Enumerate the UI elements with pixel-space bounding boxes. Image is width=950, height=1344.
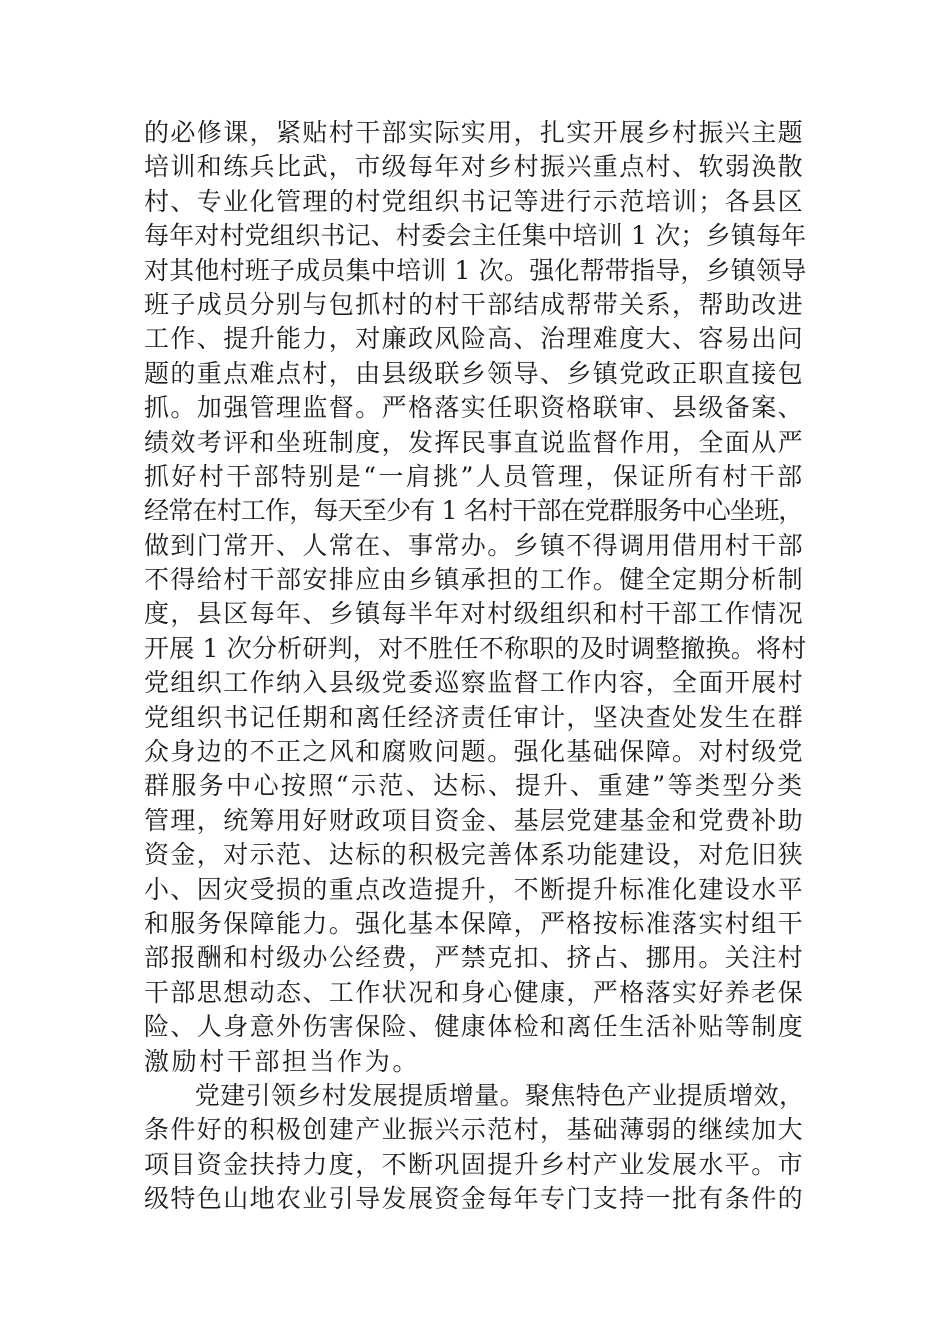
text-line: 度，县区每年、乡镇每半年对村级组织和村干部工作情况: [144, 599, 805, 629]
text-line: 培训和练兵比武，市级每年对乡村振兴重点村、软弱涣散: [144, 152, 805, 182]
text-line: 资金，对示范、达标的积极完善体系功能建设，对危旧狭: [144, 840, 805, 870]
text-line: 村、专业化管理的村党组织书记等进行示范培训；各县区: [144, 186, 805, 216]
paragraph-start-line: 党建引领乡村发展提质增量。聚焦特色产业提质增效，: [144, 1080, 805, 1110]
text-line: 对其他村班子成员集中培训 1 次。强化帮带指导，乡镇领导: [144, 255, 807, 285]
text-line: 每年对村党组织书记、村委会主任集中培训 1 次；乡镇每年: [144, 221, 807, 251]
text-line: 的必修课，紧贴村干部实际实用，扎实开展乡村振兴主题: [144, 118, 805, 147]
text-line: 险、人身意外伤害保险、健康体检和离任生活补贴等制度: [144, 1012, 805, 1042]
text-line: 部报酬和村级办公经费，严禁克扣、挤占、挪用。关注村: [144, 943, 805, 973]
text-line: 激励村干部担当作为。: [144, 1046, 421, 1076]
text-line: 经常在村工作，每天至少有 1 名村干部在党群服务中心坐班，: [144, 496, 803, 526]
text-line: 开展 1 次分析研判，对不胜任不称职的及时调整撤换。将村: [144, 633, 807, 663]
text-line: 小、因灾受损的重点改造提升，不断提升标准化建设水平: [144, 874, 805, 904]
text-line: 干部思想动态、工作状况和身心健康，严格落实好养老保: [144, 977, 805, 1007]
text-line: 级特色山地农业引导发展资金每年专门支持一批有条件的: [144, 1184, 805, 1214]
text-line: 和服务保障能力。强化基本保障，严格按标准落实村组干: [144, 908, 805, 938]
text-line: 题的重点难点村，由县级联乡领导、乡镇党政正职直接包: [144, 358, 805, 388]
text-line: 项目资金扶持力度，不断巩固提升乡村产业发展水平。市: [144, 1149, 805, 1179]
text-line: 群服务中心按照“示范、达标、提升、重建”等类型分类: [144, 771, 805, 801]
text-line: 抓好村干部特别是“一肩挑”人员管理，保证所有村干部: [144, 461, 805, 491]
text-line: 做到门常开、人常在、事常办。乡镇不得调用借用村干部: [144, 530, 805, 560]
text-line: 党组织书记任期和离任经济责任审计，坚决查处发生在群: [144, 702, 805, 732]
text-line: 众身边的不正之风和腐败问题。强化基础保障。对村级党: [144, 737, 805, 767]
body-text: [144, 116, 806, 1217]
text-line: 抓。加强管理监督。严格落实任职资格联审、县级备案、: [144, 393, 805, 423]
text-line: 班子成员分别与包抓村的村干部结成帮带关系，帮助改进: [144, 289, 805, 319]
text-line: 管理，统筹用好财政项目资金、基层党建基金和党费补助: [144, 805, 805, 835]
text-line: 工作、提升能力，对廉政风险高、治理难度大、容易出问: [144, 324, 805, 354]
text-line: 党组织工作纳入县级党委巡察监督工作内容，全面开展村: [144, 668, 805, 698]
text-line: 绩效考评和坐班制度，发挥民事直说监督作用，全面从严: [144, 427, 805, 457]
text-line: 条件好的积极创建产业振兴示范村，基础薄弱的继续加大: [144, 1115, 805, 1145]
text-line: 不得给村干部安排应由乡镇承担的工作。健全定期分析制: [144, 565, 805, 595]
